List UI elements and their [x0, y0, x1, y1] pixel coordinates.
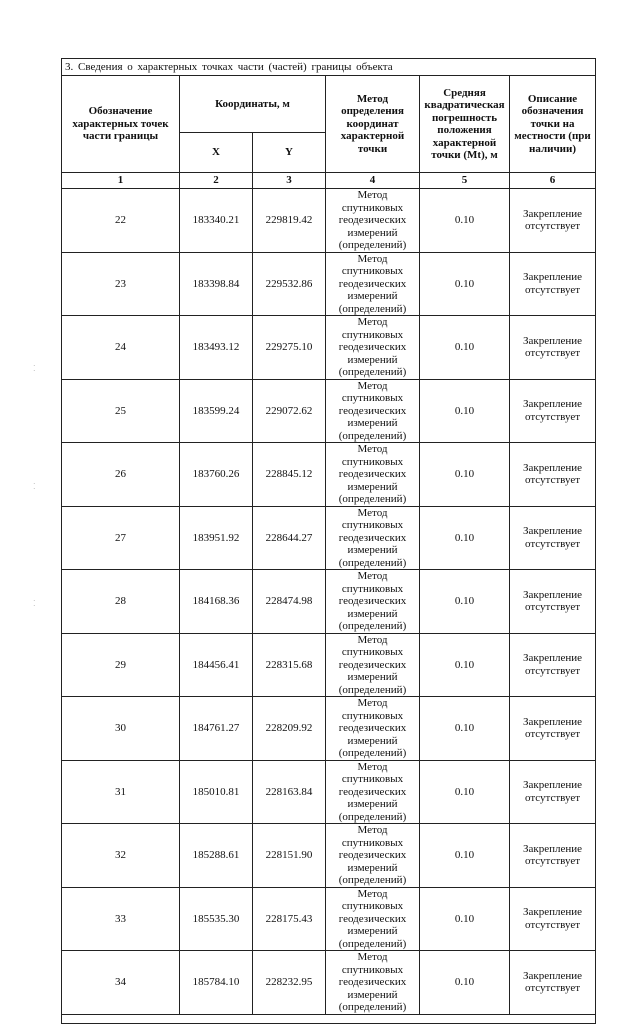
error-cell: 0.10 [420, 189, 510, 253]
x-coordinate-cell: 183340.21 [180, 189, 253, 253]
method-cell: Метод спутниковых геодезических измерений (определений) [326, 951, 420, 1015]
header-method: Метод определения координат характерной точки [326, 76, 420, 173]
point-number-cell: 33 [62, 887, 180, 951]
method-cell: Метод спутниковых геодезических измерений (определений) [326, 697, 420, 761]
error-cell: 0.10 [420, 252, 510, 316]
column-number: 6 [510, 173, 596, 189]
header-coordinates: Координаты, м [180, 76, 326, 133]
point-number-cell: 28 [62, 570, 180, 634]
error-cell: 0.10 [420, 316, 510, 380]
point-number-cell: 23 [62, 252, 180, 316]
point-number-cell: 26 [62, 443, 180, 507]
point-number-cell: 27 [62, 506, 180, 570]
boundary-points-table [61, 58, 596, 1024]
table-row [62, 252, 596, 316]
y-coordinate-cell: 229275.10 [253, 316, 326, 380]
x-coordinate-cell: 183398.84 [180, 252, 253, 316]
error-cell: 0.10 [420, 697, 510, 761]
description-cell: Закрепление отсутствует [510, 951, 596, 1015]
table-row [62, 760, 596, 824]
method-cell: Метод спутниковых геодезических измерений (определений) [326, 633, 420, 697]
y-coordinate-cell: 228209.92 [253, 697, 326, 761]
description-cell: Закрепление отсутствует [510, 316, 596, 380]
method-cell: Метод спутниковых геодезических измерений (определений) [326, 824, 420, 888]
table-row [62, 824, 596, 888]
header-designation: Обозначение характерных точек части границы [62, 76, 180, 173]
error-cell: 0.10 [420, 824, 510, 888]
description-cell: Закрепление отсутствует [510, 570, 596, 634]
x-coordinate-cell: 185010.81 [180, 760, 253, 824]
table-row [62, 316, 596, 380]
point-number-cell: 22 [62, 189, 180, 253]
method-cell: Метод спутниковых геодезических измерений (определений) [326, 189, 420, 253]
column-number: 1 [62, 173, 180, 189]
description-cell: Закрепление отсутствует [510, 443, 596, 507]
y-coordinate-cell: 228163.84 [253, 760, 326, 824]
header-error: Средняя квадратическая погрешность положения характерной точки (Mt), м [420, 76, 510, 173]
y-coordinate-cell: 229532.86 [253, 252, 326, 316]
error-cell: 0.10 [420, 379, 510, 443]
table-row [62, 887, 596, 951]
table-row [62, 951, 596, 1015]
x-coordinate-cell: 183951.92 [180, 506, 253, 570]
table-body [62, 189, 596, 1015]
y-coordinate-cell: 228315.68 [253, 633, 326, 697]
section-caption: 3. Сведения о характерных точках части (частей) границы объекта [62, 59, 596, 76]
table-row [62, 189, 596, 253]
y-coordinate-cell: 228644.27 [253, 506, 326, 570]
point-number-cell: 30 [62, 697, 180, 761]
error-cell: 0.10 [420, 506, 510, 570]
error-cell: 0.10 [420, 887, 510, 951]
x-coordinate-cell: 183760.26 [180, 443, 253, 507]
method-cell: Метод спутниковых геодезических измерений (определений) [326, 379, 420, 443]
point-number-cell: 31 [62, 760, 180, 824]
header-x: X [180, 133, 253, 173]
y-coordinate-cell: 228474.98 [253, 570, 326, 634]
document-page [61, 58, 595, 1024]
method-cell: Метод спутниковых геодезических измерений (определений) [326, 887, 420, 951]
margin-mark: ⁚ [33, 599, 36, 608]
error-cell: 0.10 [420, 443, 510, 507]
table-row [62, 506, 596, 570]
y-coordinate-cell: 228232.95 [253, 951, 326, 1015]
x-coordinate-cell: 184168.36 [180, 570, 253, 634]
y-coordinate-cell: 228845.12 [253, 443, 326, 507]
margin-mark: ⁚ [33, 482, 36, 491]
table-row [62, 570, 596, 634]
point-number-cell: 32 [62, 824, 180, 888]
y-coordinate-cell: 229819.42 [253, 189, 326, 253]
y-coordinate-cell: 228151.90 [253, 824, 326, 888]
x-coordinate-cell: 185535.30 [180, 887, 253, 951]
description-cell: Закрепление отсутствует [510, 824, 596, 888]
x-coordinate-cell: 185288.61 [180, 824, 253, 888]
x-coordinate-cell: 184761.27 [180, 697, 253, 761]
error-cell: 0.10 [420, 570, 510, 634]
header-description: Описание обозначения точки на местности (при наличии) [510, 76, 596, 173]
column-number: 4 [326, 173, 420, 189]
description-cell: Закрепление отсутствует [510, 189, 596, 253]
column-numbers-row [62, 173, 596, 189]
point-number-cell: 34 [62, 951, 180, 1015]
method-cell: Метод спутниковых геодезических измерений (определений) [326, 252, 420, 316]
method-cell: Метод спутниковых геодезических измерений (определений) [326, 570, 420, 634]
description-cell: Закрепление отсутствует [510, 379, 596, 443]
table-row [62, 443, 596, 507]
method-cell: Метод спутниковых геодезических измерений (определений) [326, 443, 420, 507]
error-cell: 0.10 [420, 951, 510, 1015]
method-cell: Метод спутниковых геодезических измерений (определений) [326, 760, 420, 824]
x-coordinate-cell: 185784.10 [180, 951, 253, 1015]
y-coordinate-cell: 229072.62 [253, 379, 326, 443]
table-footer-row [62, 1014, 596, 1023]
method-cell: Метод спутниковых геодезических измерений (определений) [326, 316, 420, 380]
y-coordinate-cell: 228175.43 [253, 887, 326, 951]
table-row [62, 379, 596, 443]
description-cell: Закрепление отсутствует [510, 760, 596, 824]
x-coordinate-cell: 183493.12 [180, 316, 253, 380]
description-cell: Закрепление отсутствует [510, 887, 596, 951]
x-coordinate-cell: 184456.41 [180, 633, 253, 697]
description-cell: Закрепление отсутствует [510, 506, 596, 570]
table-row [62, 633, 596, 697]
error-cell: 0.10 [420, 760, 510, 824]
description-cell: Закрепление отсутствует [510, 252, 596, 316]
method-cell: Метод спутниковых геодезических измерений (определений) [326, 506, 420, 570]
column-number: 3 [253, 173, 326, 189]
x-coordinate-cell: 183599.24 [180, 379, 253, 443]
description-cell: Закрепление отсутствует [510, 633, 596, 697]
point-number-cell: 25 [62, 379, 180, 443]
error-cell: 0.10 [420, 633, 510, 697]
header-y: Y [253, 133, 326, 173]
margin-mark: ⁚ [33, 364, 36, 373]
point-number-cell: 29 [62, 633, 180, 697]
description-cell: Закрепление отсутствует [510, 697, 596, 761]
column-number: 2 [180, 173, 253, 189]
column-number: 5 [420, 173, 510, 189]
point-number-cell: 24 [62, 316, 180, 380]
table-row [62, 697, 596, 761]
